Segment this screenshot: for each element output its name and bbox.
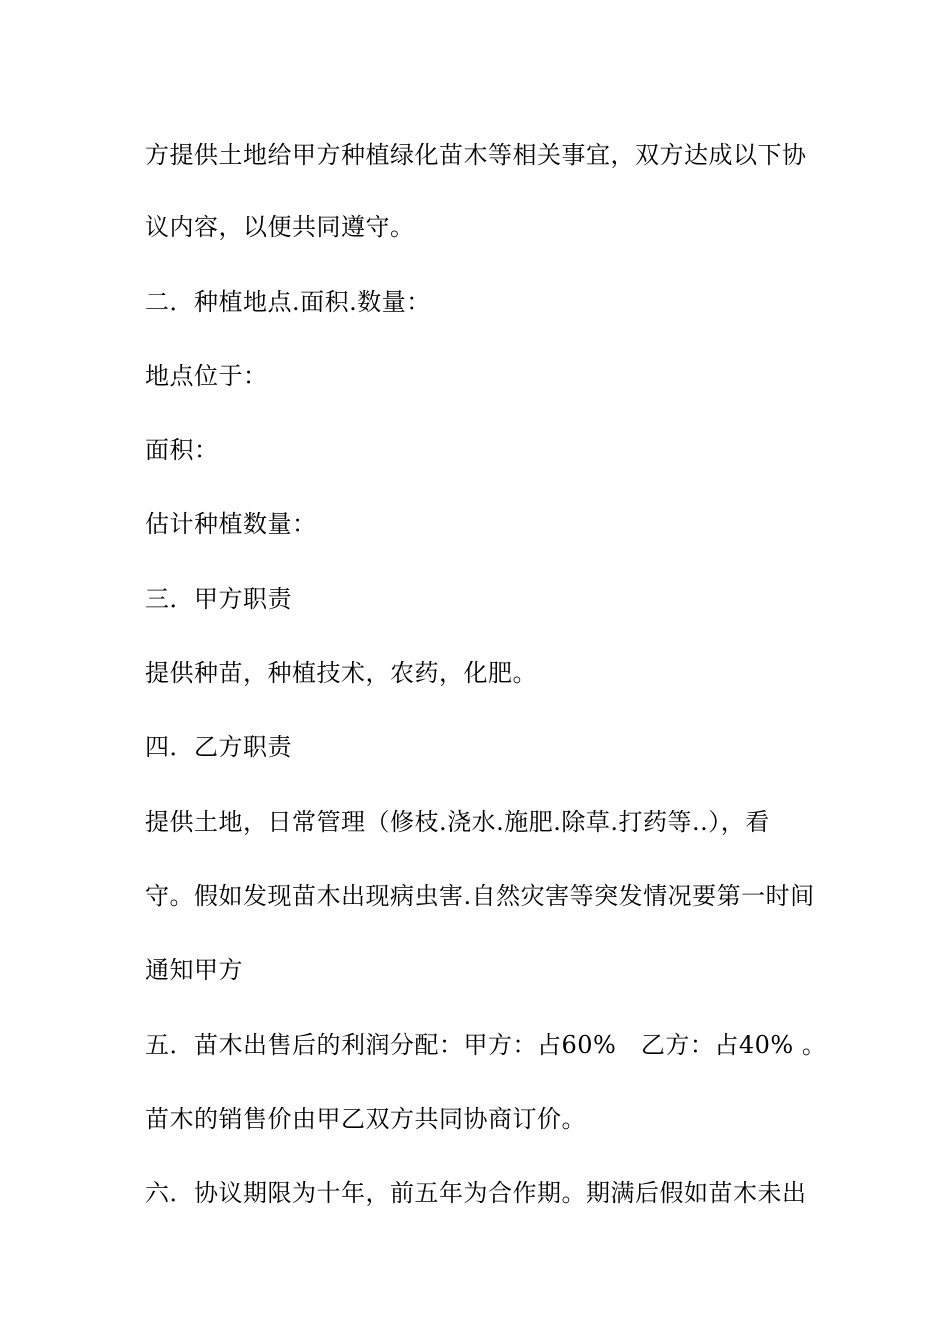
paragraph-line: 守。假如发现苗木出现病虫害.自然灾害等突发情况要第一时间: [145, 882, 815, 910]
paragraph-line: 方提供土地给甲方种植绿化苗木等相关事宜，双方达成以下协: [145, 141, 807, 169]
section-heading: 五．苗木出售后的利润分配：甲方：占60% 乙方：占40% 。: [145, 1031, 827, 1059]
paragraph-line: 提供土地，日常管理（修枝.浇水.施肥.除草.打药等..），看: [145, 808, 770, 836]
section-heading: 三．甲方职责: [145, 585, 292, 613]
paragraph-line: 提供种苗，种植技术，农药，化肥。: [145, 659, 537, 687]
section-heading: 二．种植地点.面积.数量：: [145, 288, 431, 316]
paragraph-line: 通知甲方: [145, 956, 243, 984]
field-label: 面积：: [145, 436, 219, 464]
field-label: 估计种植数量：: [145, 510, 317, 538]
paragraph-line: 苗木的销售价由甲乙双方共同协商订价。: [145, 1105, 586, 1133]
section-heading: 四．乙方职责: [145, 733, 292, 761]
paragraph-line: 议内容，以便共同遵守。: [145, 213, 415, 241]
field-label: 地点位于：: [145, 362, 268, 390]
section-heading: 六．协议期限为十年，前五年为合作期。期满后假如苗木未出: [145, 1179, 807, 1207]
